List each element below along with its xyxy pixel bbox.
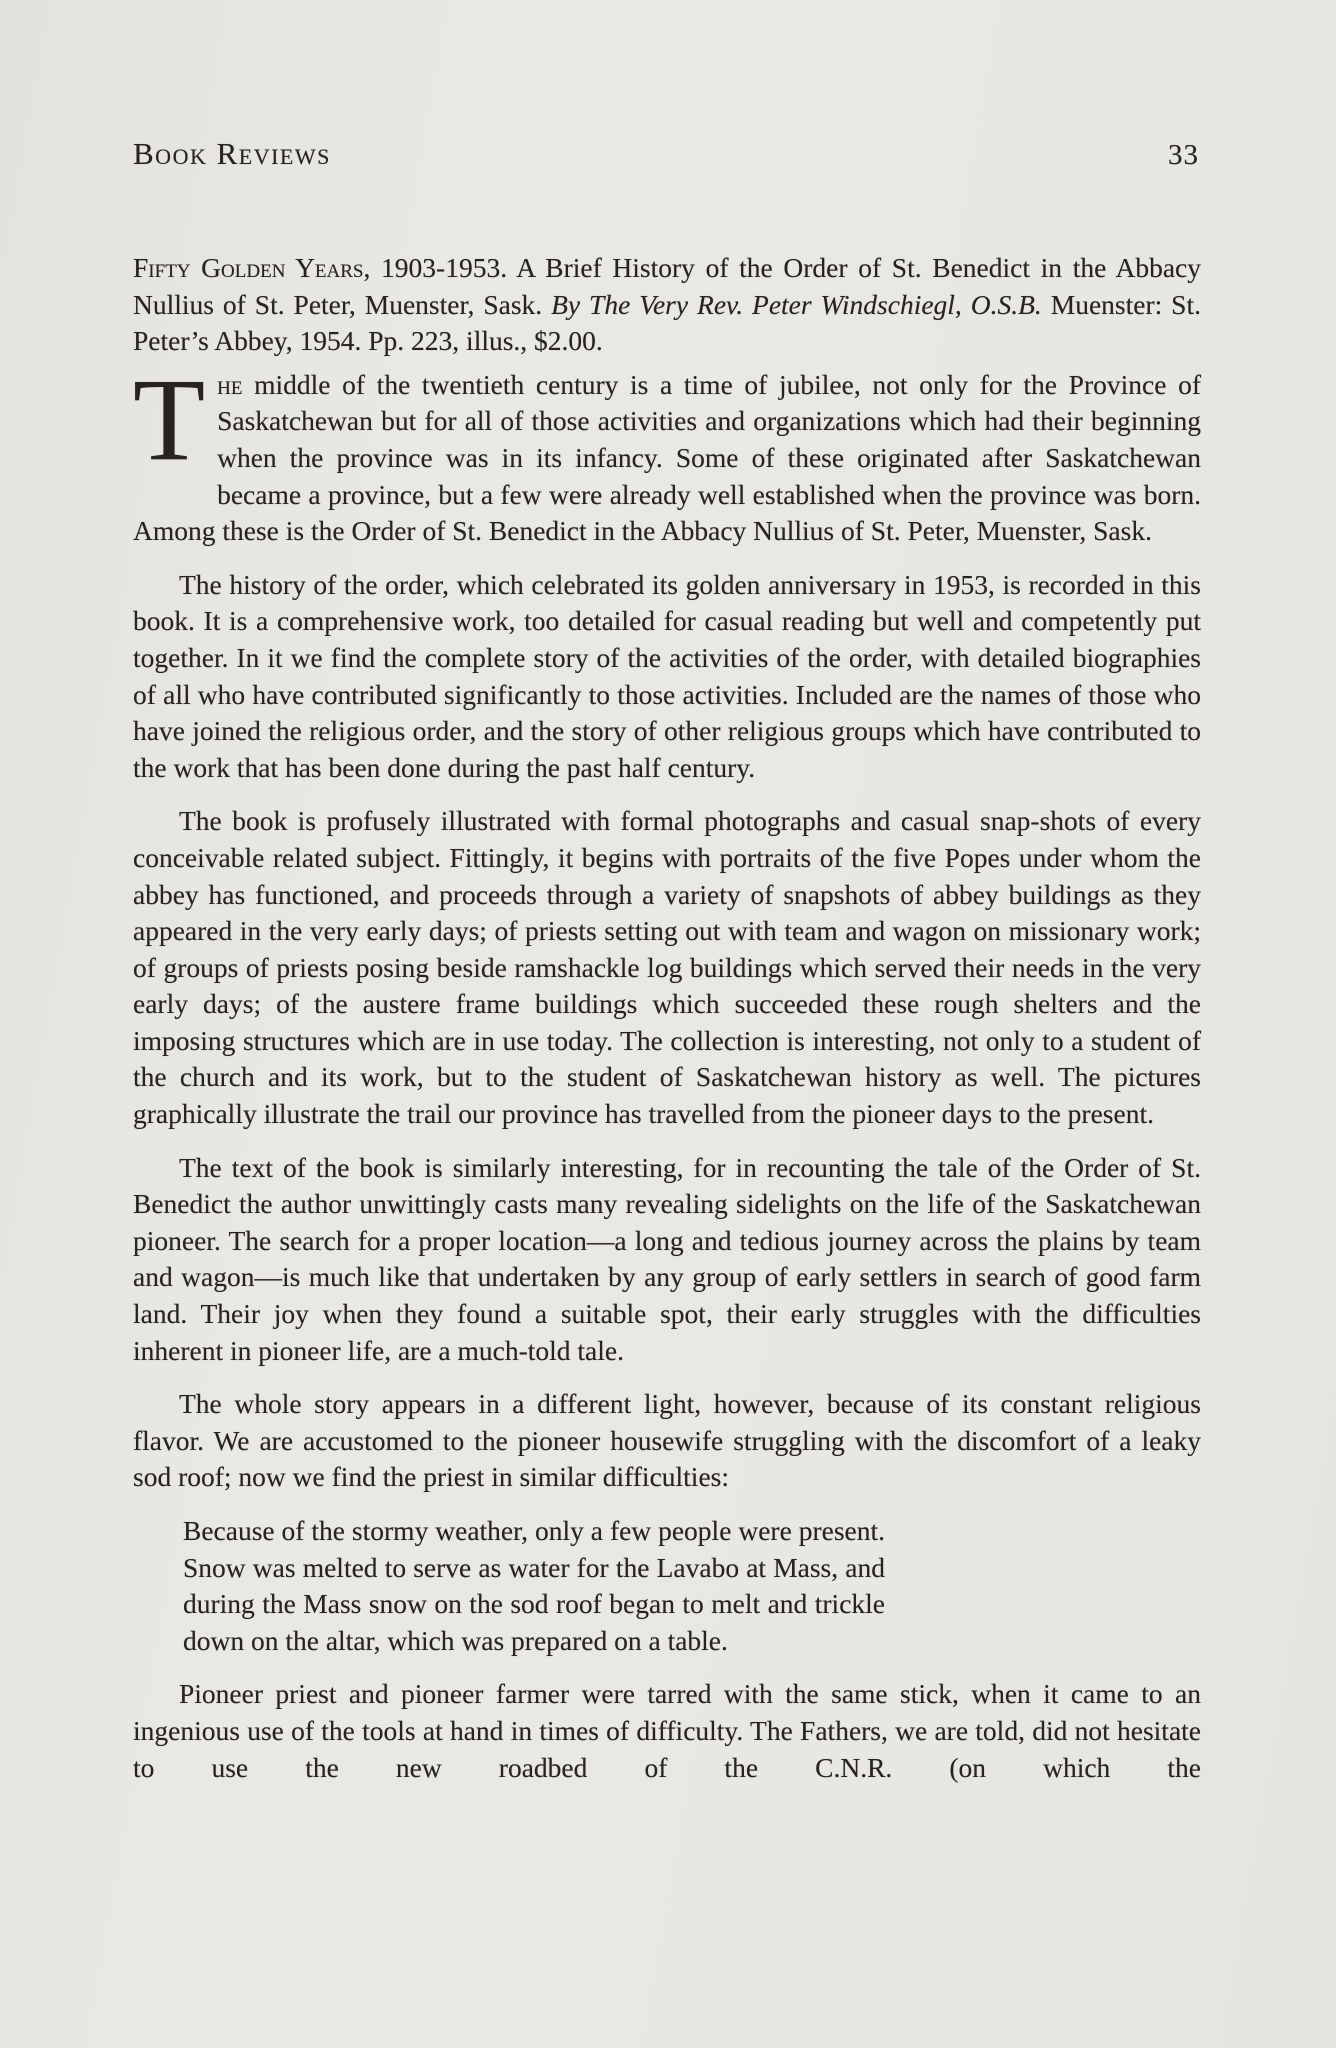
running-head-title: Book Reviews xyxy=(133,136,331,171)
running-head xyxy=(133,136,1201,172)
paragraph-text: middle of the twentieth century is a time of jubilee, not only for the Province of Saskatchewan but for all of those activities and organizations which had their beginning when the province was in its infancy. Some of these originated after Saskatchewan became a province, but a few were already well established when the province was born. Among these is the Order of St. Benedict in the Abbacy Nullius of St. Peter, Muenster, Sask. xyxy=(133,368,1201,547)
citation-imprint: Muenster: St. Peter’s Abbey, 1954. Pp. 223, illus., $2.00. xyxy=(133,288,1201,357)
page-body xyxy=(133,250,1201,1786)
paragraph-religious-flavor: The whole story appears in a different light, however, because of its constant religious flavor. We are accustomed to the pioneer housewife struggling with the discomfort of a leaky sod roof; now we find the priest in similar difficulties: xyxy=(133,1388,1201,1493)
drop-cap-letter: T xyxy=(133,353,206,485)
page-number: 33 xyxy=(1168,139,1199,171)
book-citation xyxy=(133,250,1201,360)
paragraph-history: The history of the order, which celebrated its golden anniversary in 1953, is recorded in this book. It is a comprehensive work, too detailed for casual reading but well and competently put together. In it we find the complete story of the activities of the order, with detailed biographies of all who have contributed significantly to those activities. Included are the names of those who have joined the religious order, and the story of other religious groups which have contributed to the work that has been done during the past half century. xyxy=(133,568,1201,783)
opening-smallcaps: he xyxy=(217,368,243,400)
paragraph-opening xyxy=(133,353,1201,550)
paragraph-pioneer-cutoff: Pioneer priest and pioneer farmer were tarred with the same stick, when it came to an ingenious use of the tools at hand in times of difficulty. The Fathers, we are told, did not hesitate to use the new roadbed of the C.N.R. (on which the xyxy=(133,1678,1201,1783)
citation-book-title: Fifty Golden Years xyxy=(133,252,364,283)
paragraph-sidelights: The text of the book is similarly interesting, for in recounting the tale of the Order of St. Benedict the author unwittingly casts many revealing sidelights on the life of the Saskatchewan pioneer. The search for a proper location—a long and tedious journey across the plains by team and wagon—is much like that undertaken by any group of early settlers in search of good farm land. Their joy when they found a suitable spot, their early struggles with the difficulties inherent in pioneer life, are a much-told tale. xyxy=(133,1151,1201,1366)
block-quote: Because of the stormy weather, only a few people were present. Snow was melted to serve as water for the Lavabo at Mass, and during the Mass snow on the sod roof began to melt and trickle down on the altar, which was prepared on a table. xyxy=(183,1515,885,1656)
citation-author-byline: By The Very Rev. Peter Windschiegl, O.S.B. xyxy=(551,288,1042,320)
paragraph-illustrations: The book is profusely illustrated with formal photographs and casual snap-shots of every conceivable related subject. Fittingly, it begins with portraits of the five Popes under whom the abbey has functioned, and proceeds through a variety of snapshots of abbey buildings as they appeared in the very early days; of priests setting out with team and wagon on missionary work; of groups of priests posing beside ramshackle log buildings which served their needs in the very early days; of the austere frame buildings which succeeded these rough shelters and the imposing structures which are in use today. The collection is interesting, not only to a student of the church and its work, but to the student of Saskatchewan history as well. The pictures graphically illustrate the trail our province has travelled from the pioneer days to the present. xyxy=(133,805,1201,1130)
citation-subtitle: , 1903-1953. A Brief History of the Order of St. Benedict in the Abbacy Nullius of St. Peter, Muenster, Sask. xyxy=(133,252,1201,320)
